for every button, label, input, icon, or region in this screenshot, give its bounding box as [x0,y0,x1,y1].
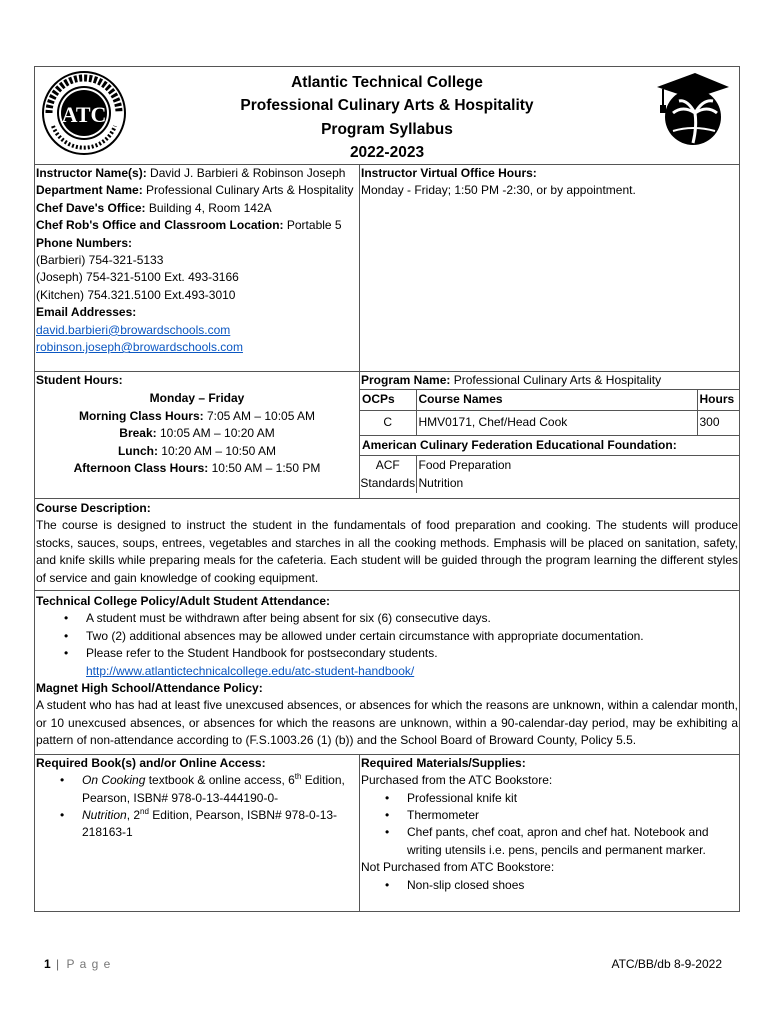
hours-value: 300 [697,410,739,435]
lunch-value: 10:20 AM – 10:50 AM [157,443,277,458]
books-list [36,772,358,842]
student-hours-label: Student Hours: [36,373,123,387]
list-item: • Thermometer [407,807,738,824]
book2-superscript: nd [140,806,149,816]
instructor-names-label: Instructor Name(s): [36,166,147,180]
phone-label: Phone Numbers: [36,235,133,250]
student-hours-days: Monday – Friday [149,391,245,406]
syllabus-heading: Program Syllabus [321,120,453,138]
book1-superscript: th [294,772,302,782]
graduation-palm-icon [653,69,731,149]
course-description-label: Course Description: [36,501,151,515]
acf-label: ACF [375,458,400,473]
ocps-header: OCPs [362,392,395,407]
course-name-value: HMV0171, Chef/Head Cook [416,410,697,435]
table-header-row [360,390,739,410]
email-link-barbieri[interactable]: david.barbieri@browardschools.com [36,322,231,337]
document-title [35,71,739,165]
program-info [360,372,739,498]
purchased-list [361,790,738,860]
department-value: Professional Culinary Arts & Hospitality [142,183,354,198]
course-description-text: The course is designed to instruct the student in the fundamentals of food preparation and cooking. The students will produce stocks, sauces, soups, entrees, vegetables and starches in all the cooking methods. Emphasis will be placed on sanitation, safety, and knife skills while preparing meals for the cafeteria. Each student will be guided through the program learning the different styles of service and gain knowledge of cooking equipment. [36,518,738,585]
virtual-office-hours [360,165,739,371]
attendance-section [34,591,740,755]
book1-details-end: Edition, Pearson, ISBN# 978-0-13-444190-0- [82,773,345,805]
required-books [35,755,360,911]
course-names-header: Course Names [418,392,503,407]
page-number [44,956,111,973]
student-hours [35,372,360,498]
not-purchased-list [361,877,738,894]
course-description-section [34,499,740,591]
program-name-label: Program Name: [361,373,451,387]
morning-value: 7:05 AM – 10:05 AM [203,408,316,423]
table-row [360,410,739,435]
list-item [82,807,358,842]
email-label: Email Addresses: [36,305,137,320]
break-value: 10:05 AM – 10:20 AM [156,426,275,441]
virtual-office-value: Monday - Friday; 1:50 PM -2:30, or by appointment. [361,183,636,198]
ocp-value: C [360,410,416,435]
materials-label: Required Materials/Supplies: [361,755,526,770]
afternoon-label: Afternoon Class Hours: [73,461,209,476]
page-word: P a g e [66,957,112,971]
book1-title: On Cooking [82,773,146,788]
attendance-list [36,610,738,662]
book2-details-end: Edition, Pearson, ISBN# 978-0-13-218163-1 [82,807,338,840]
morning-label: Morning Class Hours: [78,408,204,423]
rob-office-value: Portable 5 [283,218,342,233]
acf-item-nutrition: Nutrition [418,475,464,490]
magnet-policy-text: A student who has had at least five unexcused absences, or absences for which the reasons are unknown, within a calendar month, or 10 unexcused absences, or absences for which the reasons are unknown, within a 90-calendar-day period, may be exhibiting a pattern of non-attendance according to (F.S.1003.26 (1) (b)) and the School Board of Broward County, Policy 5.5. [36,698,738,748]
acf-row [360,456,739,493]
rob-office-label: Chef Rob's Office and Classroom Location: [36,218,284,233]
syllabus-page [34,66,740,912]
instructor-section [34,164,740,372]
page-number-value: 1 [44,957,51,971]
lunch-label: Lunch: [117,443,158,458]
break-label: Break: [119,426,157,441]
afternoon-value: 10:50 AM – 1:50 PM [208,461,321,476]
list-item: • Please refer to the Student Handbook for postsecondary students. [86,645,738,662]
not-purchased-label: Not Purchased from ATC Bookstore: [361,860,555,875]
instructor-info [35,165,360,371]
program-name-value: Professional Culinary Arts & Hospitality [450,373,662,387]
acf-standards-label: Standards [360,475,416,490]
college-name: Atlantic Technical College [291,74,483,91]
purchased-label: Purchased from the ATC Bookstore: [361,773,553,788]
acf-item-food-preparation: Food Preparation [418,458,512,473]
acf-title-row [360,435,739,455]
attendance-label: Technical College Policy/Adult Student Attendance: [36,594,331,609]
magnet-policy-label: Magnet High School/Attendance Policy: [36,681,263,696]
acf-title: American Culinary Federation Educational Foundation: [362,437,677,452]
book1-details: textbook & online access, 6 [145,773,295,788]
books-label: Required Book(s) and/or Online Access: [36,755,266,770]
instructor-names-value: David J. Barbieri & Robinson Joseph [146,166,346,180]
dave-office-value: Building 4, Room 142A [145,200,272,215]
email-link-joseph[interactable]: robinson.joseph@browardschools.com [36,340,243,355]
document-code: ATC/BB/db 8-9-2022 [611,957,722,971]
student-handbook-link[interactable]: http://www.atlantictechnicalcollege.edu/atc-student-handbook/ [86,663,415,678]
program-title: Professional Culinary Arts & Hospitality [240,97,534,115]
book2-details: , 2 [126,807,141,822]
phone-joseph: (Joseph) 754-321-5100 Ext. 493-3166 [36,270,239,285]
list-item [82,772,358,807]
list-item: • A student must be withdrawn after being absent for six (6) consecutive days. [86,610,738,627]
list-item: • Two (2) additional absences may be allowed under certain circumstance with appropriate documentation. [86,628,738,645]
page-separator: | [50,957,67,971]
hours-program-section [34,372,740,499]
ocp-table [360,389,739,493]
phone-barbieri: (Barbieri) 754-321-5133 [36,253,164,268]
dave-office-label: Chef Dave's Office: [36,200,146,215]
required-materials [360,755,739,911]
department-label: Department Name: [36,183,143,198]
list-item: • Chef pants, chef coat, apron and chef hat. Notebook and writing utensils i.e. pens, pencils and permanent marker. [407,824,738,859]
book2-title: Nutrition [82,807,127,822]
atc-logo-text: ATC [61,102,107,127]
hours-header: Hours [699,392,735,407]
school-year: 2022-2023 [349,144,425,162]
virtual-office-label: Instructor Virtual Office Hours: [361,166,537,180]
list-item: • Professional knife kit [407,790,738,807]
books-materials-section [34,755,740,912]
phone-kitchen: (Kitchen) 754.321.5100 Ext.493-3010 [36,287,236,302]
list-item: • Non-slip closed shoes [407,877,738,894]
document-header [34,66,740,164]
